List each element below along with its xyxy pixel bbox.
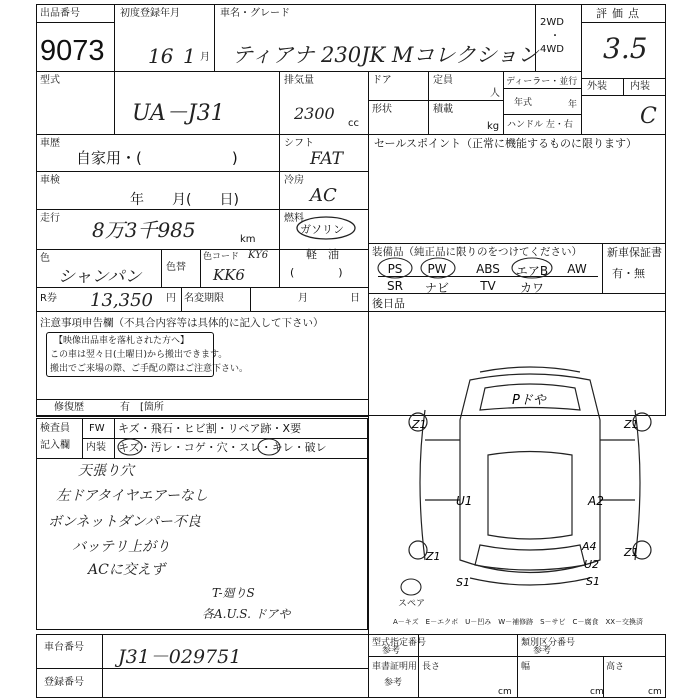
handwritten-note-2: 左ドアタイヤエアーなし [56, 488, 208, 504]
load-label: 積載 [433, 104, 453, 115]
inspection-label: 車検 [40, 175, 60, 186]
class-ref: 参考 [533, 646, 552, 656]
mileage-label: 走行 [40, 213, 60, 224]
int-insp-label: 内装 [86, 442, 106, 453]
notice-line-1: 【映像出品車を落札された方へ】 [54, 336, 190, 346]
mark-z1-fl: Z1 [412, 418, 427, 431]
sub-note-2: 各A.U.S. ドアや [202, 607, 291, 621]
model-value: ティアナ 230JK Mコレクション [232, 43, 539, 67]
mileage-value: 8万3千985 [92, 218, 196, 242]
type-label: 型式 [40, 75, 60, 86]
ac-label: 冷房 [284, 175, 304, 186]
lot-number: 9073 [40, 35, 105, 67]
ext-label: 外装 [587, 81, 607, 92]
history-label: 車歴 [40, 138, 60, 149]
recycle-label: R券 [40, 293, 57, 304]
handwritten-note-5: ACに交えず [88, 562, 165, 578]
model-code-label: 型式指定番号 [372, 638, 427, 648]
spare-tire-icon [398, 576, 424, 598]
shift-value: FAT [310, 149, 344, 169]
inspector-label-2: 記入欄 [40, 440, 70, 451]
displacement-value: 2300 [294, 104, 335, 123]
displacement-unit: cc [348, 118, 359, 129]
int-circles [114, 437, 284, 457]
damage-legend: A－キズ E－エクボ U－凹み W－補修跡 S－サビ C－腐食 XX－交換済 [393, 618, 644, 626]
recycle-value: 13,350 [90, 290, 153, 311]
model-year-unit: 年 [568, 100, 578, 110]
color-label: 色 [40, 253, 50, 264]
drive-4wd: 4WD [540, 44, 564, 55]
reg-month: 1 [183, 44, 196, 68]
reg-number-label: 登録番号 [44, 677, 84, 688]
cert-label: 車書証明用 [372, 662, 418, 672]
equip-label: 装備品（純正品に限りのをつけてください） [372, 246, 582, 258]
car-damage-diagram [400, 360, 660, 610]
fuel-diesel: 軽 油 [306, 248, 339, 261]
fuel-circle [294, 214, 358, 242]
drive-2wd: 2WD [540, 17, 564, 28]
model-year-label: 年式 [514, 98, 533, 108]
mark-u2: U2 [584, 558, 600, 571]
class-label: 類別区分番号 [521, 638, 576, 648]
rear-seat-label: 後日品 [372, 297, 405, 310]
equip-airbag: エアB [515, 264, 549, 278]
height-unit: cm [648, 687, 662, 697]
dealer-label: ディーラー・並行 [506, 77, 578, 87]
equip-abs: ABS [476, 262, 500, 276]
recycle-unit: 円 [166, 293, 176, 304]
fw-label: FW [89, 423, 105, 434]
length-unit: cm [498, 687, 512, 697]
fuel-paren: ( ) [290, 266, 343, 279]
color-code-value: KK6 [213, 266, 245, 284]
mark-z1-rl: Z1 [426, 550, 441, 563]
int-label: 内装 [630, 81, 650, 92]
ac-value: AC [310, 185, 337, 206]
fw-text: キズ・飛石・ヒビ割・リペア跡・X要 [118, 422, 302, 435]
fuel-label: 燃料 [284, 213, 304, 224]
load-unit: kg [487, 121, 500, 132]
notice-line-3: 搬出でご来場の際、ご手配の際はご注意下さい。 [50, 364, 249, 374]
fuel-petrol: ガソリン [300, 223, 344, 236]
equip-pw: PW [427, 262, 447, 276]
capacity-unit: 人 [490, 88, 500, 99]
width-label: 幅 [521, 662, 531, 672]
mark-a2: A2 [588, 494, 604, 508]
equip-navi: ナビ [424, 281, 449, 295]
chassis-label: 車台番号 [44, 642, 84, 653]
drive-dot: ・ [550, 31, 560, 42]
handle-label: ハンドル 左・右 [507, 120, 573, 130]
name-change-label: 名変期限 [184, 293, 224, 304]
length-label: 長さ [422, 662, 441, 672]
handwritten-note-1: 天張り穴 [78, 463, 134, 479]
mark-z1-rr: Z1 [624, 546, 639, 559]
displacement-label: 排気量 [284, 75, 314, 86]
shape-label: 形状 [372, 104, 392, 115]
width-unit: cm [590, 687, 604, 697]
repaint-label: 色替 [166, 262, 186, 273]
mileage-unit: km [240, 234, 256, 245]
model-label: 車名・グレード [220, 8, 290, 19]
equip-leather: カワ [519, 281, 544, 295]
height-label: 高さ [606, 662, 625, 672]
inspection-value: 年 月( 日) [130, 192, 239, 208]
month-unit: 月 [200, 52, 210, 63]
repair-label: 修復歴 [54, 402, 84, 413]
chassis-value: J31－029751 [118, 646, 242, 668]
color-code-note: KY6 [248, 250, 269, 261]
capacity-label: 定員 [433, 75, 453, 86]
mark-u1: U1 [456, 494, 473, 508]
equip-sr: SR [387, 279, 403, 293]
notes-title: 注意事項申告欄（不具合内容等は具体的に記入して下さい） [40, 317, 324, 329]
repair-value: 有 [箇所 [120, 402, 164, 413]
history-value: 自家用・( ) [76, 149, 238, 167]
door-label: ドア [372, 75, 392, 86]
reg-year: 16 [148, 44, 174, 68]
model-code-ref: 参考 [382, 646, 401, 656]
score-value: 3.5 [603, 32, 648, 65]
inspector-label-1: 検査員 [40, 423, 70, 434]
warranty-label: 新車保証書 [607, 246, 662, 259]
cert-ref: 参考 [384, 678, 403, 688]
color-code-label: 色コード [203, 252, 240, 262]
mark-a4: A4 [582, 540, 597, 553]
warranty-value: 有・無 [612, 267, 645, 280]
nc-month-label: 月 [298, 293, 308, 304]
handwritten-note-3: ボンネットダンパー不良 [48, 514, 201, 530]
sub-note-1: T-廻りS [212, 586, 255, 600]
diagram-top-note: Pドや [512, 393, 546, 408]
spare-label: スペア [398, 599, 426, 609]
lot-label: 出品番号 [40, 8, 80, 19]
mark-s1-left: S1 [456, 576, 470, 589]
equip-ps: PS [387, 262, 403, 276]
mark-s1-right: S1 [586, 575, 600, 588]
equip-aw: AW [567, 262, 587, 276]
shift-label: シフト [284, 138, 314, 149]
equip-tv: TV [480, 279, 496, 293]
nc-day-label: 日 [350, 293, 360, 304]
mark-z1-fr: Z1 [624, 418, 639, 431]
int-value: C [640, 104, 657, 129]
score-label: 評価点 [596, 7, 644, 20]
color-value: シャンパン [58, 267, 142, 287]
equip-circles [376, 254, 566, 280]
notice-line-2: この車は翌々日(土曜日)から搬出できます。 [50, 350, 228, 360]
sales-label: セールスポイント（正常に機能するものに限ります） [374, 137, 638, 150]
type-value: UA－J31 [132, 101, 225, 126]
int-insp-text: キズ・汚レ・コゲ・穴・スレ・キレ・破レ [118, 441, 327, 454]
handwritten-note-4: バッテリ上がり [72, 539, 170, 555]
first-reg-label: 初度登録年月 [120, 8, 180, 19]
